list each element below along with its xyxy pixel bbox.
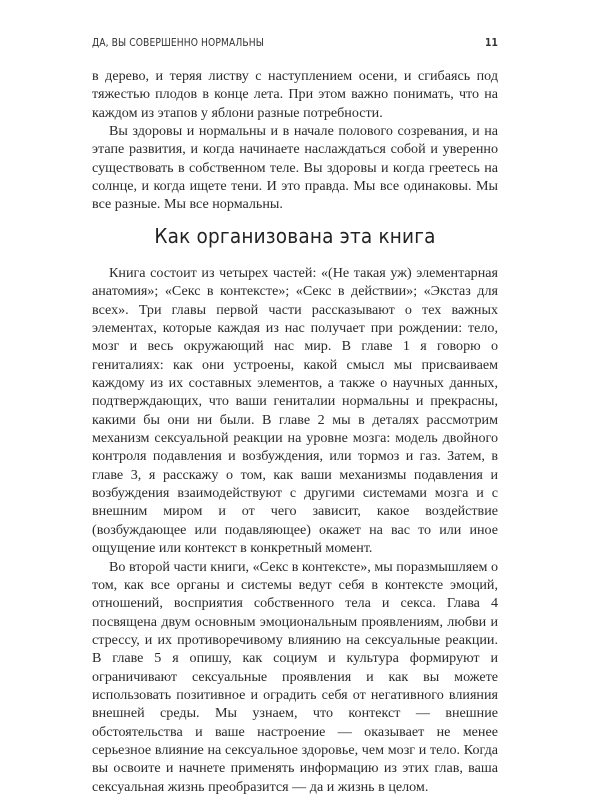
paragraph: Книга состоит из четырех частей: «(Не такая уж) элементарная анатомия»; «Секс в контексте»; «Секс в действии»; «Экстаз для всех». Три главы первой части рассказывают о тех важных элементах, которые каждая из нас получает при рождении: тело, мозг и весь окружающий нас мир. В главе 1 я говорю о гениталиях: как они устроены, какой смысл мы присваиваем каждому из их составных элементов, а также о научных данных, подтверждающих, что ваши гениталии нормальны и прекрасны, какими бы они ни были. В главе 2 мы в деталях рассмотрим механизм сексуальной реакции на уровне мозга: модель двойного контроля подавления и возбуждения, или тормоз и газ. Затем, в главе 3, я расскажу о том, как ваши механизмы подавления и возбуждения взаимодействуют с другими системами мозга и с внешним миром и от чего зависит, какое воздействие (возбуждающее или подавляющее) окажет на вас то или иное ощущение или контекст в конкретный момент. xyxy=(92,265,498,557)
paragraph: в дерево, и теряя листву с наступлением осени, и сгибаясь под тяжестью плодов в конце лета. При этом важно понимать, что на каждом из этапов у яблони разные потребности. xyxy=(92,68,498,121)
paragraph: Вы здоровы и нормальны и в начале полового созревания, и на этапе развития, и когда начинаете наслаждаться собой и уверенно существовать в собственном теле. Вы здоровы и когда греетесь на солнце, и когда ищете тени. И это правда. Мы все одинаковы. Мы все разные. Мы все нормальны. xyxy=(92,123,498,213)
page-header xyxy=(92,38,498,52)
section-text xyxy=(92,264,498,796)
paragraph: Во второй части книги, «Секс в контексте», мы поразмышляем о том, как все органы и системы ведут себя в контексте эмоций, отношений, восприятия собственного тела и секса. Глава 4 посвящена двум основным эмоциональным проявлениям, любви и стрессу, и их противоречивому влиянию на сексуальные реакции. В главе 5 я опишу, как социум и культура формируют и ограничивают сексуальные проявления и как вы можете использовать позитивное и оградить себя от негативного влияния внешней среды. Мы узнаем, что контекст — внешние обстоятельства и ваше настроение — оказывает не менее серьезное влияние на сексуальное здоровье, чем мозг и тело. Когда вы освоите и начнете применять информацию из этих глав, ваша сексуальная жизнь преобразится — да и жизнь в целом. xyxy=(92,558,498,795)
section-heading: Как организована эта книга xyxy=(154,224,436,248)
running-title: ДА, ВЫ СОВЕРШЕННО НОРМАЛЬНЫ xyxy=(92,38,264,49)
intro-text xyxy=(92,67,498,214)
page-number: 11 xyxy=(485,38,498,49)
